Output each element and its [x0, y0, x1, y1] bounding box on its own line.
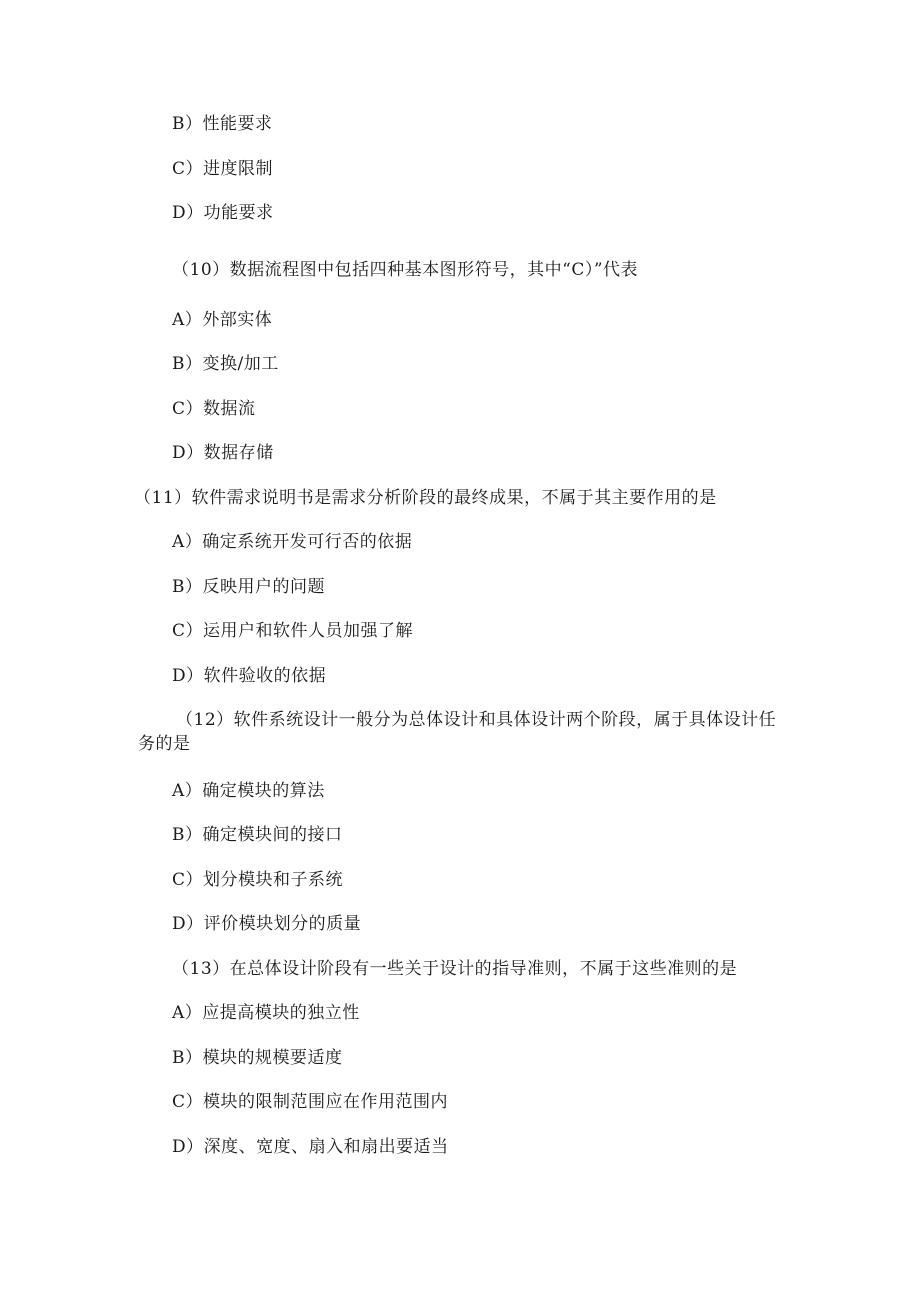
q11-option-a: A）确定系统开发可行否的依据 — [172, 532, 413, 552]
q9-option-d: D）功能要求 — [172, 203, 274, 223]
q13-option-a: A）应提高模块的独立性 — [172, 1003, 360, 1023]
q12-option-c: C）划分模块和子系统 — [172, 870, 344, 890]
q10-option-b: B）变换/加工 — [172, 354, 279, 374]
q13-option-b: B）模块的规模要适度 — [172, 1048, 343, 1068]
q10-question: （10）数据流程图中包括四种基本图形符号，其中“C）”代表 — [172, 260, 639, 280]
q10-option-a: A）外部实体 — [172, 310, 273, 330]
q9-option-c: C）进度限制 — [172, 159, 274, 179]
q12-option-d: D）评价模块划分的质量 — [172, 914, 362, 934]
q11-option-c: C）运用户和软件人员加强了解 — [172, 621, 414, 641]
q9-option-b: B）性能要求 — [172, 114, 273, 134]
q13-option-d: D）深度、宽度、扇入和扇出要适当 — [172, 1137, 449, 1157]
q12-option-a: A）确定模块的算法 — [172, 781, 325, 801]
q12-option-b: B）确定模块间的接口 — [172, 825, 343, 845]
q13-question: （13）在总体设计阶段有一些关于设计的指导准则，不属于这些准则的是 — [172, 959, 738, 979]
q11-option-d: D）软件验收的依据 — [172, 666, 327, 686]
q11-option-b: B）反映用户的问题 — [172, 577, 325, 597]
q10-option-d: D）数据存储 — [172, 443, 274, 463]
q12-question: （12）软件系统设计一般分为总体设计和具体设计两个阶段，属于具体设计任务的是 — [138, 710, 777, 754]
q10-option-c: C）数据流 — [172, 399, 256, 419]
q11-question: （11）软件需求说明书是需求分析阶段的最终成果，不属于其主要作用的是 — [134, 488, 717, 508]
q13-option-c: C）模块的限制范围应在作用范围内 — [172, 1092, 449, 1112]
